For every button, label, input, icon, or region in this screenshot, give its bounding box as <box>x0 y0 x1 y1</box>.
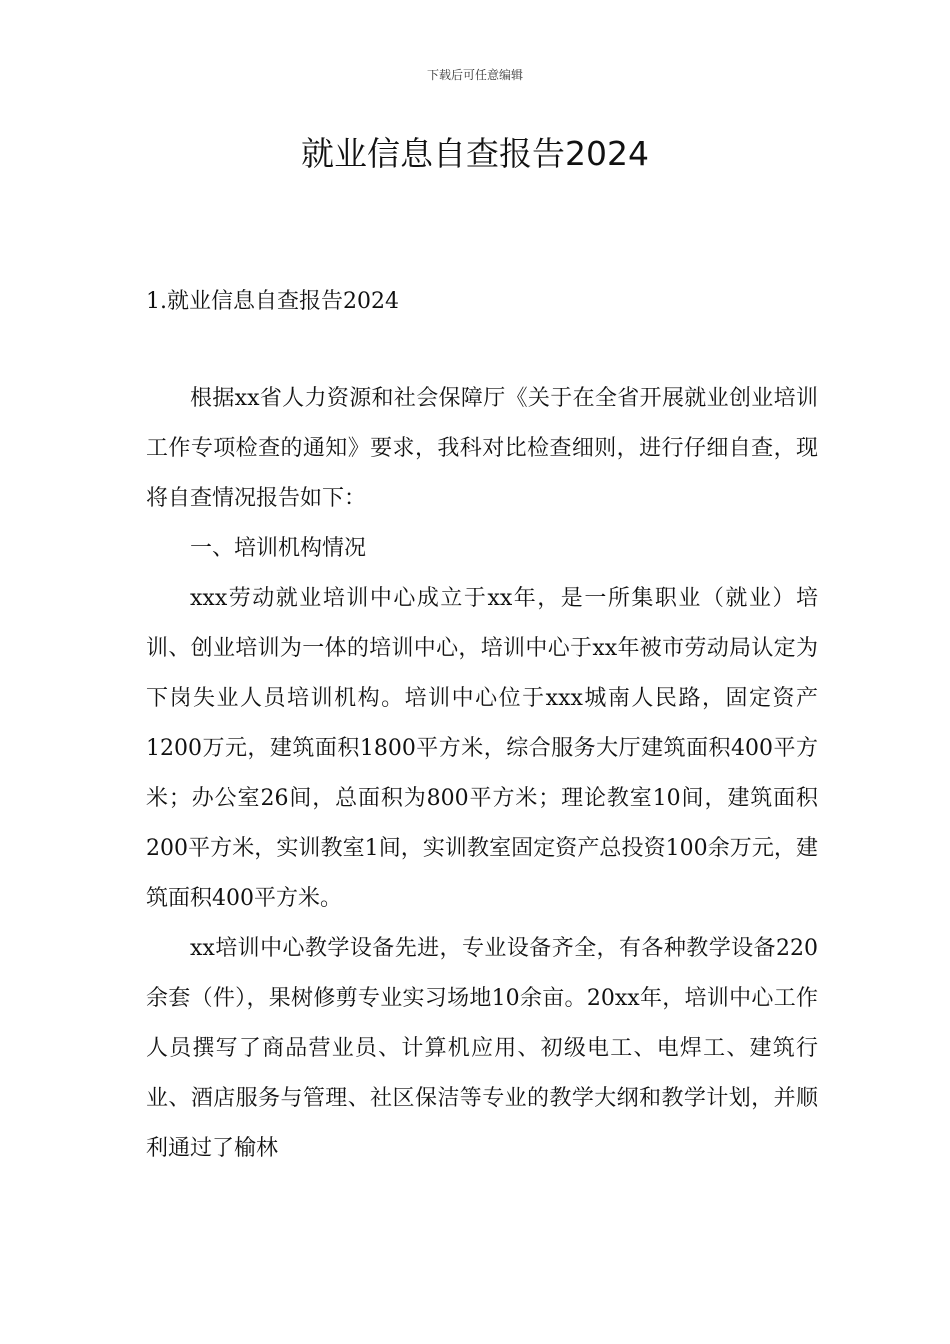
paragraph-intro: 根据xx省人力资源和社会保障厅《关于在全省开展就业创业培训工作专项检查的通知》要求，我科对比检查细则，进行仔细自查，现将自查情况报告如下： <box>146 386 818 511</box>
document-body <box>146 374 818 1174</box>
section-heading: 1.就业信息自查报告2024 <box>146 289 399 314</box>
document-title: 就业信息自查报告2024 <box>301 134 649 173</box>
paragraph-subheading: 一、培训机构情况 <box>190 536 367 561</box>
paragraph-institution: xxx劳动就业培训中心成立于xx年，是一所集职业（就业）培训、创业培训为一体的培训中心，培训中心于xx年被市劳动局认定为下岗失业人员培训机构。培训中心位于xxx城南人民路，固定资产1200万元，建筑面积1800平方米，综合服务大厅建筑面积400平方米；办公室26间，总面积为800平方米；理论教室10间，建筑面积200平方米，实训教室1间，实训教室固定资产总投资100余万元，建筑面积400平方米。 <box>146 586 818 911</box>
paragraph-equipment: xx培训中心教学设备先进，专业设备齐全，有各种教学设备220余套（件），果树修剪专业实习场地10余亩。20xx年，培训中心工作人员撰写了商品营业员、计算机应用、初级电工、电焊工、建筑行业、酒店服务与管理、社区保洁等专业的教学大纲和教学计划，并顺利通过了榆林 <box>146 936 818 1161</box>
header-note: 下载后可任意编辑 <box>426 68 523 82</box>
